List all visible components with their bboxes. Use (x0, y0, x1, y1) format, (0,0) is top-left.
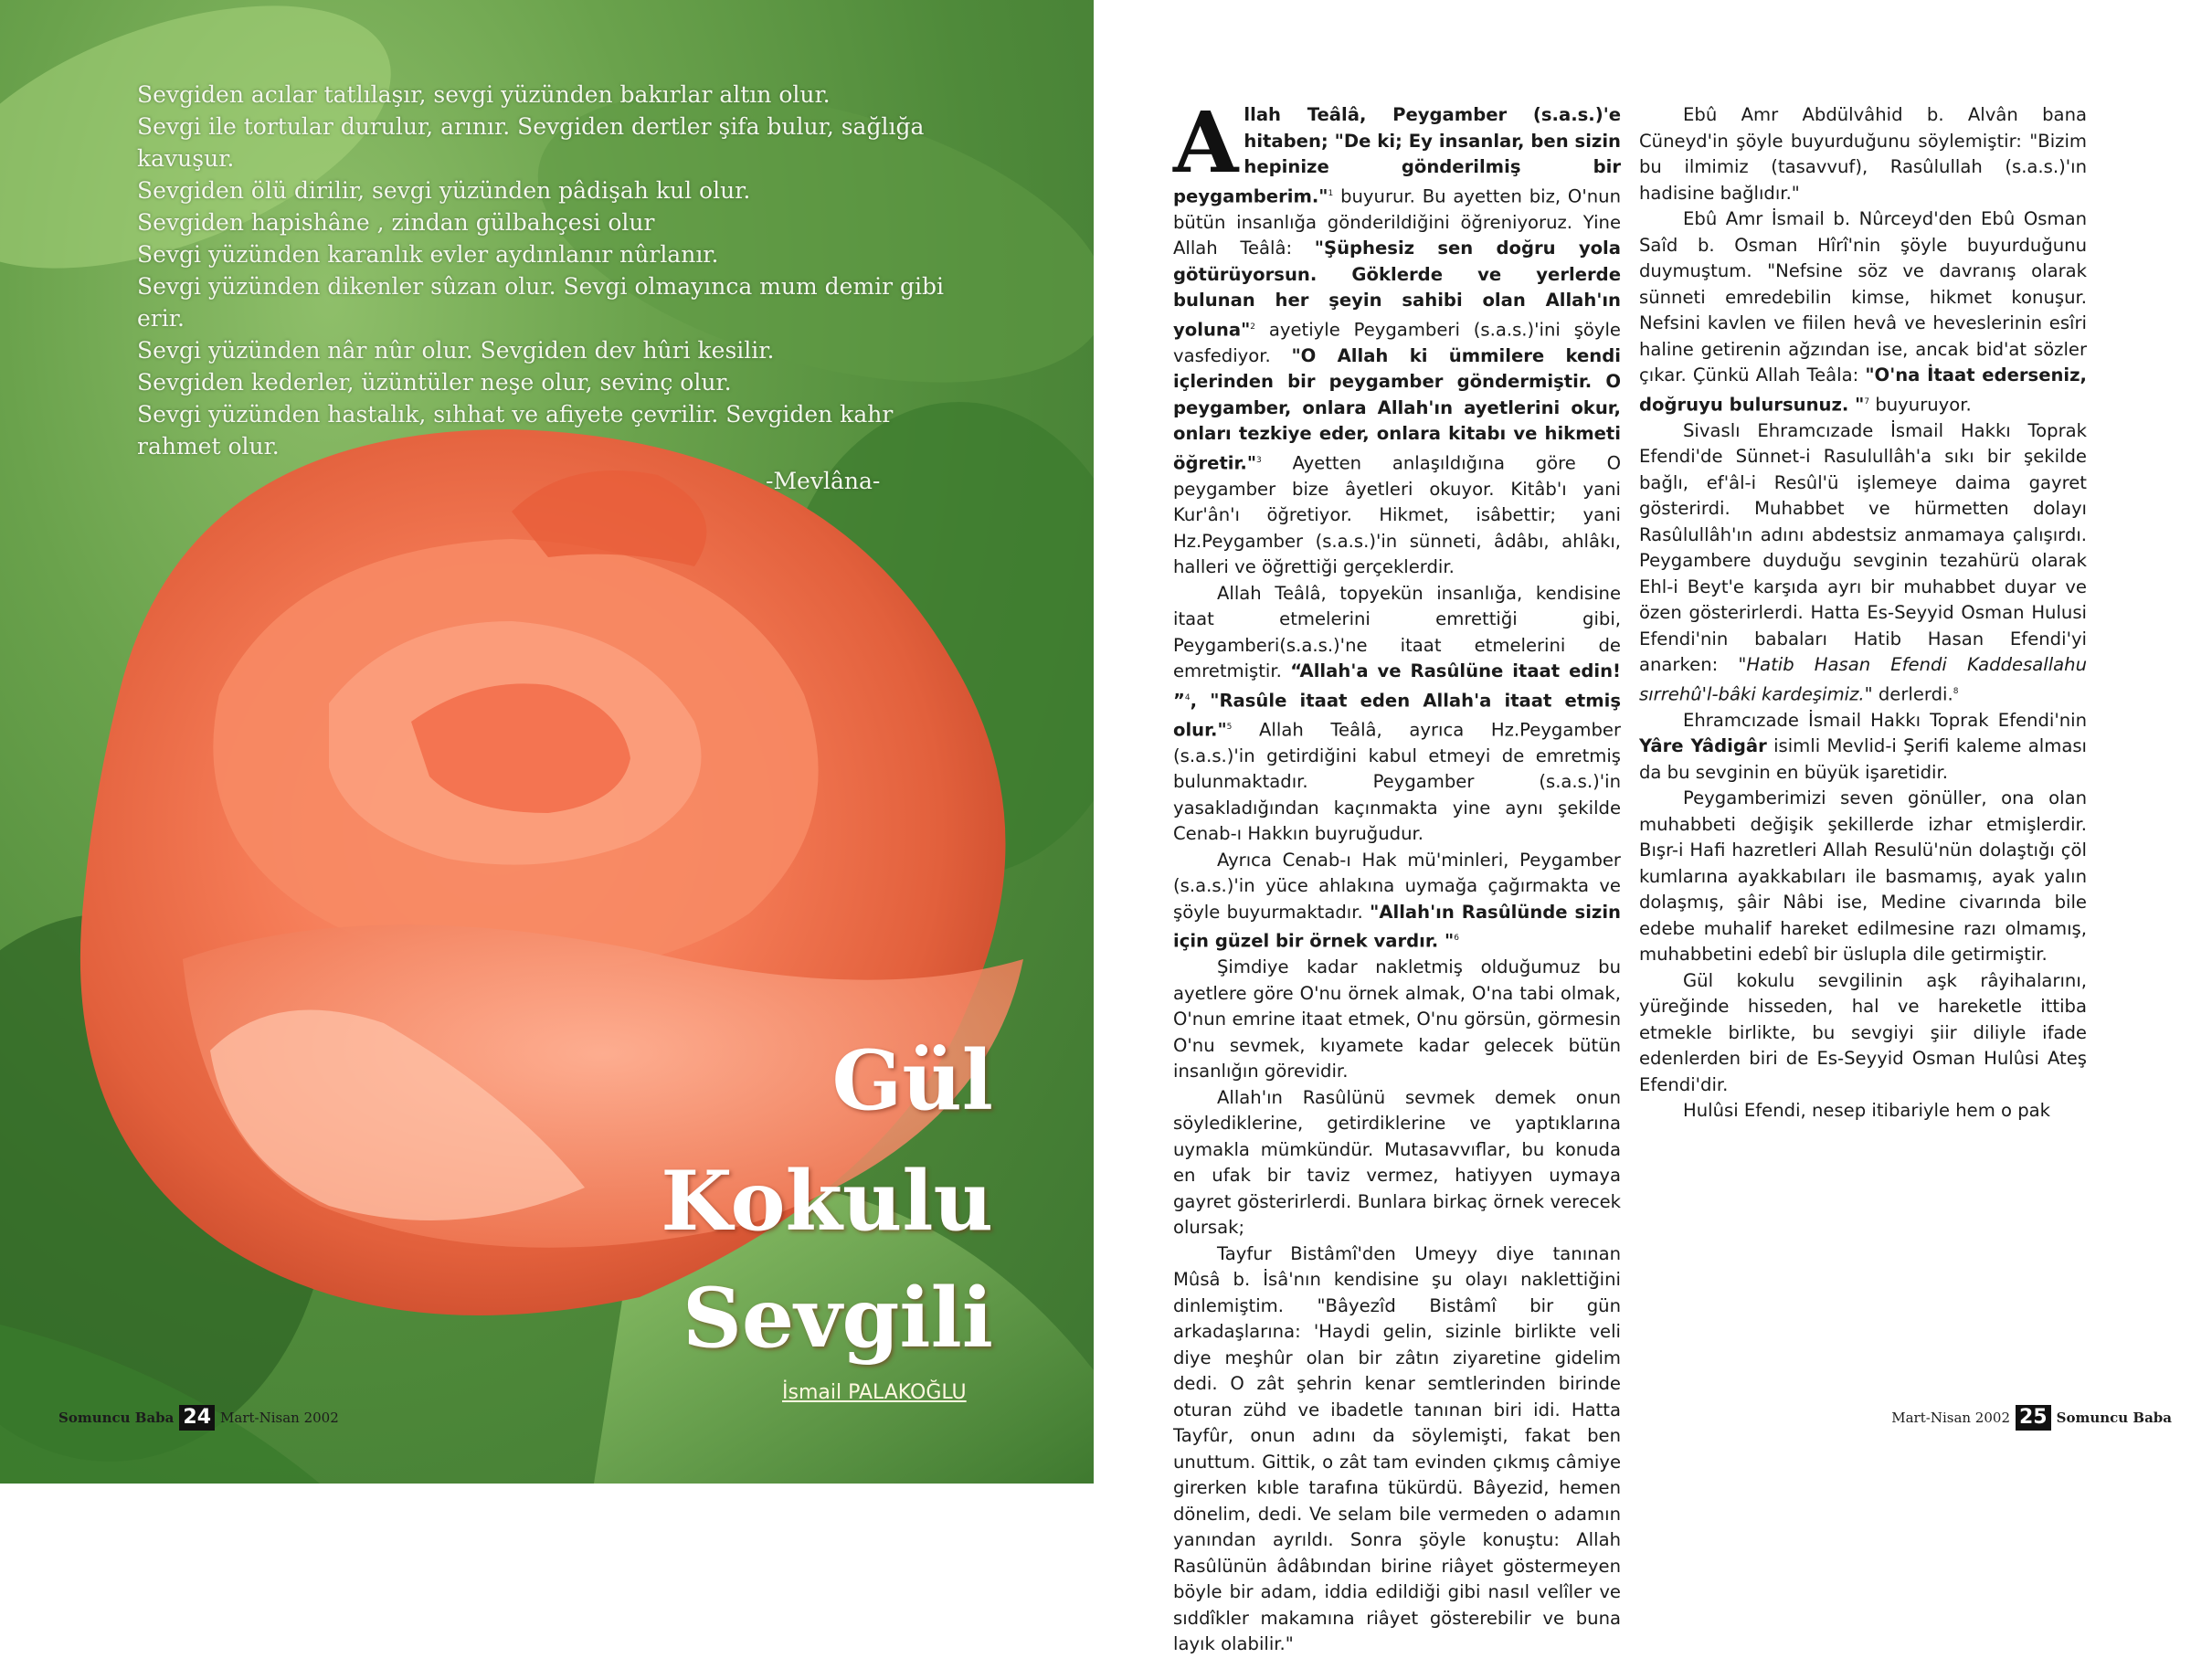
poem-line: Sevgiden kederler, üzüntüler neşe olur, sevinç olur. (137, 369, 732, 396)
left-page-photo (0, 0, 1094, 1484)
drop-cap: A (1173, 93, 1239, 192)
magazine-name: Somuncu Baba (2056, 1410, 2172, 1426)
poem-line: Sevgi yüzünden dikenler sûzan olur. Sevgi olmayınca mum demir gibi erir. (137, 273, 945, 332)
page-number: 24 (179, 1405, 215, 1431)
article-paragraph: Hulûsi Efendi, nesep itibariyle hem o pak (1683, 1100, 2051, 1122)
folio-left (58, 1405, 339, 1431)
article-paragraph: Gül kokulu sevgilinin aşk râyihalarını, yüreğinde hisseden, hal ve hareketle ittiba etmekle birlikte, bu sevgiyi şiir diliyle ifade edenlerden biri de Es-Seyyid Osman Hulûsi Ateş Efendi'dir. (1639, 969, 2087, 1095)
article-paragraph: Allah Teâlâ, Peygamber (s.a.s.)'e hitaben; "De ki; Ey insanlar, ben sizin hepinize gönderilmiş bir peygamberim."$^1$ buyurur. Bu ayetten biz, O'nun bütün insanlığa gönderildiğini öğreniyoruz. Yine Allah Teâlâ: "Şüphesiz sen doğru yola götürüyorsun. Göklerde ve yerlerde bulunan her şeyin sahibi olan Allah'ın yoluna"$^2$ ayetiyle Peygamberi (s.a.s.)'ini şöyle vasfediyor. "O Allah ki ümmilere kendi içlerinden bir peygamber göndermiştir. O peygamber, onlara Allah'ın ayetlerini okur, onları tezkiye eder, onlara kitabı ve hikmeti öğretir."$^3$ Ayetten anlaşıldığına göre O peygamber bize âyetleri okuyor. Kitâb'ı yani Kur'ân'ı öğretiyor. Hikmet, isâbettir; yani Hz.Peygamber (s.a.s.)'in sünneti, âdâbı, ahlâkı, halleri ve öğrettiği gerçeklerdir. (1173, 93, 1621, 578)
issue-date: Mart-Nisan 2002 (1891, 1410, 2010, 1426)
magazine-name: Somuncu Baba (58, 1410, 175, 1426)
article-paragraph: Ehramcızade İsmail Hakkı Toprak Efendi'nin Yâre Yâdigâr isimli Mevlid-i Şerifi kaleme alması da bu sevginin en büyük işaretidir. (1639, 709, 2087, 783)
article-author: İsmail PALAKOĞLU (782, 1381, 967, 1404)
article-paragraph: Ebû Amr Abdülvâhid b. Alvân bana Cüneyd'in şöyle buyurduğunu söylemiştir: "Bizim bu ilmimiz (tasavvuf), Rasûlullah (s.a.s.)'ın hadisine bağlıdır." (1639, 104, 2087, 204)
poem-line: Sevgi yüzünden karanlık evler aydınlanır nûrlanır. (137, 241, 719, 268)
article-paragraph: Şimdiye kadar nakletmiş olduğumuz bu ayetlere göre O'nu örnek almak, O'na tabi olmak, O'nun emrine itaat etmek, O'nu görsün, görmesin O'nu sevmek, kıyamete kadar gelecek bütün insanlığın görevidir. (1173, 956, 1621, 1082)
article-paragraph: Tayfur Bistâmî'den Umeyy diye tanınan Mûsâ b. İsâ'nın kendisine şu olayı naklettiğini dinlemiştim. "Bâyezîd Bistâmî bir gün arkadaşlarına: 'Haydi gelin, sizinle birlikte veli diye meşhûr olan bir zâtın ziyaretine gidelim dedi. O zât şehrin kenar semtlerinden birinde oturan zühd ve ibadetle tanınan biri idi. Hatta Tayfûr, onun adını da söylemişti, fakat ben unuttum. Gittik, o zât tam evinden çıkmış câmiye girerken kıble tarafına tükürdü. Bâyezid, hemen dönelim, dedi. Ve selam bile vermeden o adamın yanından ayrıldı. Sonra şöyle konuştu: Allah Rasûlünün âdâbından birine riâyet göstermeyen böyle bir adam, iddia edildiği gibi nasıl velîler ve sıddîkler makamına riâyet gösterebilir ve buna layık olabilir." (1173, 1242, 1621, 1655)
article-paragraph: Allah Teâlâ, topyekün insanlığa, kendisine itaat etmelerini emrettiği gibi, Peygamberi(s.a.s.)'ne itaat etmelerini de emretmiştir. “Allah'a ve Rasûlüne itaat edin! ”$^4$, "Rasûle itaat eden Allah'a itaat etmiş olur."$^5$ Allah Teâlâ, ayrıca Hz.Peygamber (s.a.s.)'in getirdiğini kabul etmeyi de emretmiş bulunmaktadır. Peygamber (s.a.s.)'in yasakladığından kaçınmakta yine aynı şekilde Cenab-ı Hakkın buyruğudur. (1173, 582, 1621, 845)
title-line-1: Gül (831, 1032, 993, 1129)
article-column-1 (1173, 93, 1621, 1658)
article-paragraph: Ayrıca Cenab-ı Hak mü'minleri, Peygamber (s.a.s.)'in yüce ahlakına uymağa çağırmakta ve şöyle buyurmaktadır. "Allah'ın Rasûlünde sizin için güzel bir örnek vardır. "$^6$ (1173, 849, 1621, 952)
title-line-3: Sevgili (682, 1270, 993, 1367)
poem-line: Sevgiden hapishâne , zindan gülbahçesi olur (137, 209, 655, 236)
poem-line: Sevgiden ölü dirilir, sevgi yüzünden pâdişah kul olur. (137, 177, 751, 204)
issue-date: Mart-Nisan 2002 (220, 1410, 339, 1426)
poem-author: -Mevlâna- (766, 468, 881, 494)
page-number: 25 (2016, 1405, 2051, 1431)
article-paragraph: Sivaslı Ehramcızade İsmail Hakkı Toprak Efendi'de Sünnet-i Rasulullâh'a sıkı bir şekilde bağlı, ef'âl-i Resûl'ü işlemeye daima gayret gösterirdi. Muhabbet ve hürmetten dolayı Rasûlullâh'ın adını abdestsiz anmamaya çalışırdı. Peygambere duyduğu sevginin tezahürü olarak Ehl-i Beyt'e karşıda ayrı bir muhabbet duyar ve özen gösterirlerdi. Hatta Es-Seyyid Osman Hulusi Efendi'nin babaları Hatib Hasan Efendi'yi anarken: "Hatib Hasan Efendi Kaddesallahu sırrehû'l-bâki kardeşimiz." derlerdi.$^8$ (1639, 419, 2088, 705)
poem-line: Sevgi yüzünden hastalık, sıhhat ve afiyete çevrilir. Sevgiden kahr rahmet olur. (137, 401, 894, 459)
right-page-article (1096, 0, 2212, 1655)
article-paragraph: Allah'ın Rasûlünü sevmek demek onun söylediklerine, getirdiklerine ve yaptıklarına uymakla mümkündür. Mutasavvıflar, bu konuda en ufak bir taviz vermez, hatiyyen uymaya gayret gösterirlerdi. Bunlara birkaç örnek verecek olursak; (1173, 1086, 1621, 1239)
poem-line: Sevgi yüzünden nâr nûr olur. Sevgiden dev hûri kesilir. (137, 337, 775, 364)
poem-line: Sevgi ile tortular durulur, arınır. Sevgiden dertler şifa bulur, sağlığa kavuşur. (137, 113, 925, 172)
poem-line: Sevgiden acılar tatlılaşır, sevgi yüzünden bakırlar altın olur. (137, 81, 831, 108)
poem (137, 79, 978, 462)
title-line-2: Kokulu (661, 1153, 993, 1250)
article-paragraph: Ebû Amr İsmail b. Nûrceyd'den Ebû Osman Saîd b. Osman Hîrî'nin şöyle buyurduğunu duymuştum. "Nefsine söz ve davranış olarak sünneti emredebilin kimse, hikmet konuşur. Nefsini kavlen ve fiilen hevâ ve heveslerinin esîri haline getirenin ağzından ise, ancak bid'at sözler çıkar. Çünkü Allah Teâla: "O'na İtaat ederseniz, doğruyu bulursunuz. "$^7$ buyuruyor. (1639, 208, 2087, 416)
article-column-2 (1639, 102, 2087, 1125)
folio-right (1891, 1405, 2172, 1431)
article-paragraph: Peygamberimizi seven gönüller, ona olan muhabbeti değişik şekillerde izhar etmişlerdir. Bışr-i Hafi hazretleri Allah Resulü'nün dolaştığı çöl kumlarına ayakkabıları ile basmamış, ayak yalın dolaşmış, şâir Nâbi ise, Medine civarında bile edebe muhalif hareket edilmesine razı olmamış, muhabbetini edebî bir üslupla dile getirmiştir. (1639, 787, 2087, 966)
